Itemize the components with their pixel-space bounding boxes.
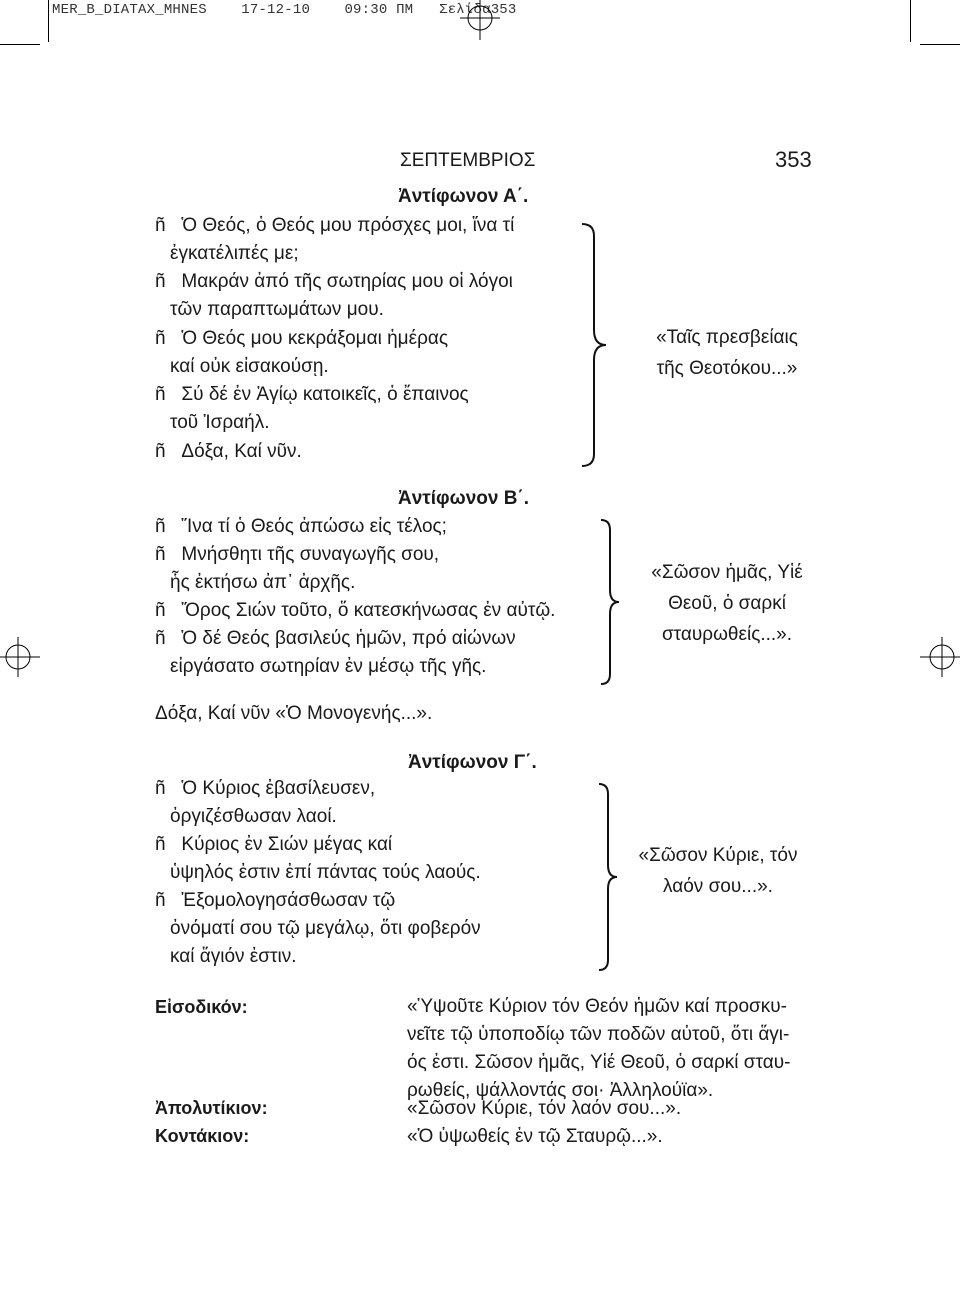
antiphon-a-refrain: «Ταῖς πρεσβείαις τῆς Θεοτόκου...» [656,327,798,379]
antiphon-c-refrain: «Σῶσον Κύριε, τόν λαόν σου...». [638,845,798,897]
antiphon-b-title: Ἀντίφωνον Β΄. [398,488,530,509]
crop-mark-right-top [920,44,960,45]
verse-bullet: ñ [155,215,166,236]
eisodikon-label: Εἰσοδικόν: [155,997,248,1017]
slug-page: Σελίδα353 [439,2,517,18]
crop-mark-left-top [0,44,40,45]
antiphon-b-refrain: «Σῶσον ἡμᾶς, Υἱέ Θεοῦ, ὁ σαρκί σταυρωθείς...». [651,562,803,645]
antiphon-c-verse-3: ñ Ἐξομολογησάσθωσαν τῷ ὀνόματί σου τῷ μεγάλῳ, ὅτι φοβερόν καί ἅγιόν ἐστιν. [155,890,481,967]
verse-bullet: ñ [155,628,166,649]
antiphon-b-verse-4: ñ Ὁ δέ Θεός βασιλεύς ἡμῶν, πρό αἰώνων εἰργάσατο σωτηρίαν ἐν μέσῳ τῆς γῆς. [155,628,516,677]
slug-ampm: ΠΜ [396,2,414,18]
antiphon-c-verse-2: ñ Κύριος ἐν Σιών μέγας καί ὑψηλός ἐστιν ἐπί πάντας τούς λαούς. [155,834,481,883]
antiphon-b-verse-3: ñ Ὄρος Σιών τοῦτο, ὅ κατεσκήνωσας ἐν αὐτῷ. [155,600,556,621]
crop-mark-top-right [910,0,911,42]
antiphon-c-title: Ἀντίφωνον Γ΄. [408,752,537,773]
verse-bullet: ñ [155,600,166,621]
antiphon-a-brace [578,222,608,468]
kontakion-label: Κοντάκιον: [155,1126,250,1146]
slug-line [52,2,517,18]
verse-bullet: ñ [155,384,166,405]
running-header-month: ΣΕΠΤΕΜΒΡΙΟΣ [400,150,536,171]
antiphon-a-verse-4: ñ Σύ δέ ἐν Ἁγίῳ κατοικεῖς, ὁ ἔπαινος τοῦ Ἰσραήλ. [155,384,469,433]
antiphon-b-verse-2: ñ Μνήσθητι τῆς συναγωγῆς σου, ἧς ἐκτήσω ἀπ᾽ ἀρχῆς. [155,544,440,593]
kontakion-text: «Ὁ ὑψωθείς ἐν τῷ Σταυρῷ...». [407,1126,663,1147]
apolytikion-label: Ἀπολυτίκιον: [155,1098,268,1118]
verse-bullet: ñ [155,441,166,462]
antiphon-a-verse-3: ñ Ὁ Θεός μου κεκράξομαι ἡμέρας καί οὐκ εἰσακούσῃ. [155,328,449,377]
verse-bullet: ñ [155,516,166,537]
registration-mark-right [920,637,960,677]
slug-date: 17-12-10 [241,2,311,18]
apolytikion-text: «Σῶσον Κύριε, τόν λαόν σου...». [407,1098,682,1119]
antiphon-a-title: Ἀντίφωνον Α΄. [398,186,529,207]
verse-bullet: ñ [155,544,166,565]
verse-bullet: ñ [155,271,166,292]
verse-bullet: ñ [155,890,166,911]
registration-mark-top [460,0,500,40]
antiphon-a-verse-5: ñ Δόξα, Καί νῦν. [155,441,302,462]
antiphon-a-verse-1: ñ Ὁ Θεός, ὁ Θεός μου πρόσχες μοι, ἵνα τί ἐγκατέλιπές με; [155,215,515,264]
slug-time: 09:30 [344,2,388,18]
antiphon-b-verse-1: ñ Ἵνα τί ὁ Θεός ἀπώσω εἰς τέλος; [155,516,447,537]
antiphon-c-verse-1: ñ Ὁ Κύριος ἐβασίλευσεν, ὀργιζέσθωσαν λαοί. [155,778,376,827]
crop-mark-top-left [48,0,49,42]
verse-bullet: ñ [155,778,166,799]
verse-bullet: ñ [155,834,166,855]
antiphon-a-verse-2: ñ Μακράν ἀπό τῆς σωτηρίας μου οἱ λόγοι τῶν παραπτωμάτων μου. [155,271,513,320]
doxa-line: Δόξα, Καί νῦν «Ὁ Μονογενής...». [155,703,433,724]
page-number: 353 [775,147,812,172]
verse-bullet: ñ [155,328,166,349]
slug-file: MER_B_DIATAX_MHNES [52,2,207,18]
registration-mark-left [0,637,40,677]
eisodikon-text: «Ὑψοῦτε Κύριον τόν Θεόν ἡμῶν καί προσκυ- νεῖτε τῷ ὑποποδίῳ τῶν ποδῶν αὐτοῦ, ὅτι ἅγι- ός ἐστι. Σῶσον ἡμᾶς, Υἱέ Θεοῦ, ὁ σαρκί σταυ- ρωθείς, ψάλλοντάς σοι· Ἀλληλούϊα». [407,996,791,1101]
